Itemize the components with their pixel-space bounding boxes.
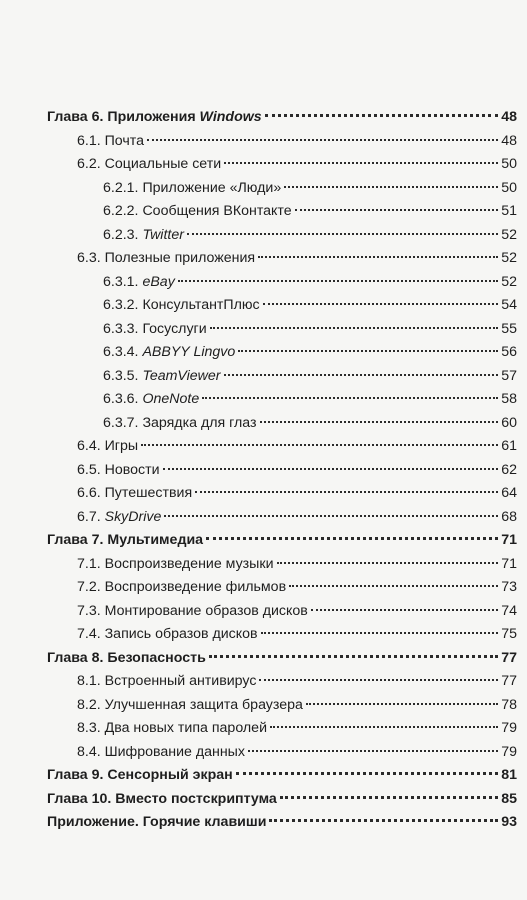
toc-section-entry	[0, 506, 527, 530]
dot-leader	[263, 303, 499, 305]
toc-page-number: 56	[501, 344, 517, 360]
toc-entry-title	[77, 576, 286, 600]
toc-page-number: 74	[501, 602, 517, 619]
toc-page-number: 50	[501, 156, 517, 172]
toc-title-text: 7.2. Воспроизведение фильмов	[77, 579, 287, 595]
toc-page-number: 93	[501, 814, 517, 830]
table-of-contents	[0, 106, 527, 835]
toc-page-number: 52	[501, 226, 517, 243]
dot-leader	[202, 397, 498, 399]
toc-title-text: 6.3.3. Госуслуги	[103, 320, 207, 337]
toc-title-text: Windows	[199, 109, 262, 125]
dot-leader	[260, 421, 499, 423]
toc-entry-title	[77, 482, 192, 506]
dot-leader	[224, 374, 499, 376]
toc-entry-title	[47, 647, 206, 671]
toc-entry-title	[103, 341, 235, 365]
dot-leader	[311, 609, 498, 611]
toc-chapter-entry	[0, 764, 527, 788]
toc-page-number: 50	[501, 179, 517, 196]
toc-chapter-entry	[0, 647, 527, 671]
toc-section-entry	[0, 388, 527, 412]
dot-leader	[209, 655, 498, 658]
toc-entry-title	[77, 600, 308, 624]
toc-title-text: OneNote	[142, 391, 200, 407]
toc-entry-title	[47, 764, 233, 788]
toc-entry-title	[103, 412, 257, 436]
dot-leader	[178, 280, 498, 282]
toc-section-entry	[0, 741, 527, 765]
toc-page-number: 48	[501, 109, 517, 125]
toc-page-number: 79	[501, 720, 517, 736]
toc-title-text: 6.2.2. Сообщения ВКонтакте	[103, 203, 292, 219]
toc-title-text: TeamViewer	[142, 367, 221, 384]
toc-page-number: 57	[501, 367, 517, 384]
dot-leader	[261, 632, 499, 634]
toc-title-text: 6.3. Полезные приложения	[77, 250, 256, 266]
toc-title-text: Глава 8. Безопасность	[47, 649, 206, 666]
toc-section-entry	[0, 247, 527, 271]
toc-page-number: 64	[501, 485, 517, 501]
toc-section-entry	[0, 341, 527, 365]
toc-page-number: 58	[501, 391, 517, 407]
dot-leader	[236, 772, 499, 775]
dot-leader	[295, 209, 499, 211]
toc-title-text: 6.1. Почта	[77, 132, 145, 149]
toc-section-entry	[0, 553, 527, 577]
toc-title-text: 6.3.7. Зарядка для глаз	[103, 414, 257, 431]
toc-entry-title	[103, 200, 292, 224]
toc-section-entry	[0, 318, 527, 342]
toc-page-number: 54	[501, 297, 517, 313]
toc-entry-title	[77, 506, 161, 530]
toc-entry-title	[77, 717, 267, 741]
toc-page-number: 61	[501, 438, 517, 454]
toc-title-text: 8.1. Встроенный антивирус	[77, 673, 257, 689]
toc-page-number: 52	[501, 273, 517, 290]
toc-entry-title	[103, 224, 184, 248]
toc-section-entry	[0, 623, 527, 647]
toc-entry-title	[103, 294, 260, 318]
toc-title-text: 8.2. Улучшенная защита браузера	[77, 696, 303, 713]
toc-title-text: 6.7.	[77, 508, 105, 525]
toc-title-text: eBay	[142, 273, 175, 290]
dot-leader	[224, 162, 498, 164]
dot-leader	[210, 327, 499, 329]
toc-title-text: 7.3. Монтирование образов дисков	[77, 602, 308, 619]
toc-entry-title	[47, 529, 203, 553]
toc-section-entry	[0, 177, 527, 201]
toc-title-text: 8.3. Два новых типа паролей	[77, 720, 267, 736]
toc-entry-title	[77, 459, 160, 483]
toc-title-text: Twitter	[142, 226, 184, 243]
toc-entry-title	[47, 811, 266, 835]
toc-section-entry	[0, 130, 527, 154]
dot-leader	[141, 444, 498, 446]
dot-leader	[187, 233, 498, 235]
toc-title-text: 6.2.3.	[103, 226, 143, 243]
toc-entry-title	[103, 177, 281, 201]
dot-leader	[284, 186, 498, 188]
dot-leader	[277, 562, 499, 564]
toc-section-entry	[0, 412, 527, 436]
toc-title-text: Глава 7. Мультимедиа	[47, 532, 204, 548]
dot-leader	[265, 114, 499, 117]
toc-entry-title	[77, 247, 255, 271]
toc-page-number: 78	[501, 696, 517, 713]
dot-leader	[306, 703, 498, 705]
toc-entry-title	[103, 271, 175, 295]
toc-page-number: 75	[501, 626, 517, 642]
toc-section-entry	[0, 717, 527, 741]
toc-page-number: 62	[501, 461, 517, 478]
toc-section-entry	[0, 294, 527, 318]
toc-title-text: 6.3.6.	[103, 391, 143, 407]
toc-page-number: 73	[501, 579, 517, 595]
toc-section-entry	[0, 459, 527, 483]
toc-entry-title	[47, 106, 262, 130]
toc-section-entry	[0, 153, 527, 177]
toc-title-text: 6.3.4.	[103, 344, 143, 360]
dot-leader	[248, 750, 498, 752]
toc-page-number: 71	[501, 555, 517, 572]
toc-section-entry	[0, 482, 527, 506]
toc-section-entry	[0, 200, 527, 224]
toc-entry-title	[103, 388, 199, 412]
toc-page-number: 81	[501, 767, 517, 783]
toc-title-text: 6.2. Социальные сети	[77, 156, 222, 172]
dot-leader	[206, 537, 498, 540]
toc-entry-title	[77, 435, 138, 459]
toc-entry-title	[77, 153, 221, 177]
toc-title-text: 6.3.2. КонсультантПлюс	[103, 297, 260, 313]
toc-title-text: 6.5. Новости	[77, 461, 160, 478]
toc-entry-title	[77, 130, 144, 154]
toc-title-text: 7.4. Запись образов дисков	[77, 626, 258, 642]
toc-entry-title	[77, 623, 258, 647]
toc-title-text: 6.6. Путешествия	[77, 485, 193, 501]
toc-entry-title	[103, 365, 221, 389]
toc-page-number: 77	[501, 673, 517, 689]
toc-title-text: Глава 10. Вместо постскриптума	[47, 790, 277, 807]
toc-title-text: 6.4. Игры	[77, 438, 139, 454]
toc-page-number: 77	[501, 649, 517, 666]
dot-leader	[163, 468, 499, 470]
toc-page-number: 48	[501, 132, 517, 149]
dot-leader	[147, 139, 498, 141]
toc-chapter-entry	[0, 106, 527, 130]
toc-entry-title	[47, 788, 277, 812]
toc-title-text: ABBYY Lingvo	[142, 344, 236, 360]
dot-leader	[289, 585, 498, 587]
toc-section-entry	[0, 670, 527, 694]
toc-section-entry	[0, 435, 527, 459]
toc-page-number: 79	[501, 743, 517, 760]
dot-leader	[259, 679, 498, 681]
dot-leader	[258, 256, 498, 258]
toc-page-number: 71	[501, 532, 517, 548]
toc-entry-title	[77, 694, 303, 718]
toc-section-entry	[0, 600, 527, 624]
toc-chapter-entry	[0, 788, 527, 812]
toc-title-text: SkyDrive	[104, 508, 162, 525]
dot-leader	[195, 491, 498, 493]
dot-leader	[280, 796, 498, 799]
toc-title-text: 7.1. Воспроизведение музыки	[77, 555, 274, 572]
toc-page-number: 85	[501, 790, 517, 807]
toc-title-text: 6.3.5.	[103, 367, 143, 384]
toc-page-number: 60	[501, 414, 517, 431]
dot-leader	[164, 515, 498, 517]
toc-section-entry	[0, 224, 527, 248]
dot-leader	[238, 350, 498, 352]
toc-title-text: Глава 9. Сенсорный экран	[47, 767, 233, 783]
toc-title-text: 6.2.1. Приложение «Люди»	[103, 179, 282, 196]
toc-section-entry	[0, 576, 527, 600]
toc-entry-title	[77, 741, 245, 765]
toc-title-text: Приложение. Горячие клавиши	[47, 814, 267, 830]
toc-section-entry	[0, 365, 527, 389]
toc-entry-title	[77, 670, 256, 694]
toc-page-number: 52	[501, 250, 517, 266]
toc-chapter-entry	[0, 811, 527, 835]
toc-page-number: 55	[501, 320, 517, 337]
toc-title-text: 8.4. Шифрование данных	[77, 743, 245, 760]
toc-section-entry	[0, 271, 527, 295]
toc-entry-title	[103, 318, 207, 342]
toc-title-text: Глава 6. Приложения	[47, 109, 200, 125]
toc-section-entry	[0, 694, 527, 718]
toc-page-number: 68	[501, 508, 517, 525]
toc-entry-title	[77, 553, 274, 577]
toc-title-text: 6.3.1.	[103, 273, 143, 290]
toc-chapter-entry	[0, 529, 527, 553]
dot-leader	[270, 726, 498, 728]
dot-leader	[269, 819, 498, 822]
toc-page-number: 51	[501, 203, 517, 219]
